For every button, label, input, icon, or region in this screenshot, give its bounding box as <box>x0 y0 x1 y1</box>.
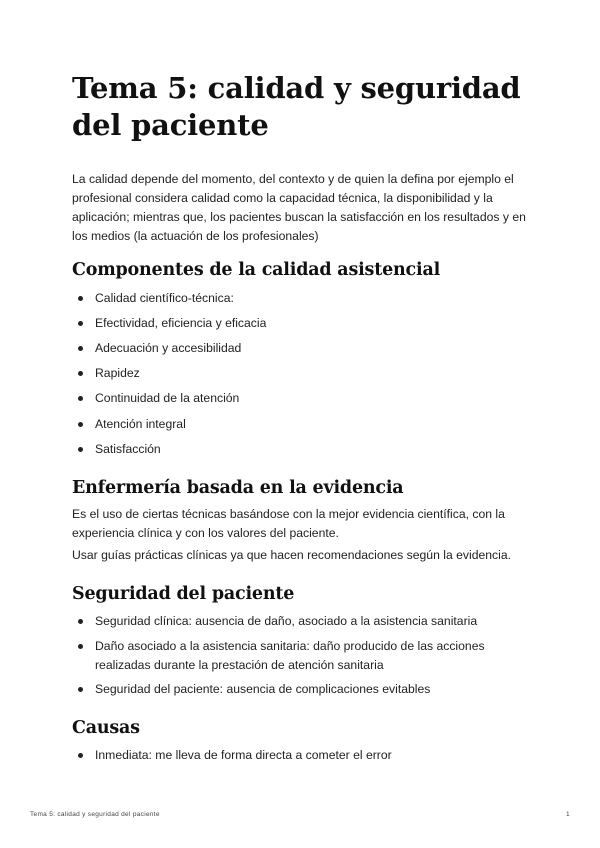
list-item <box>95 637 515 675</box>
list-item <box>95 746 515 765</box>
list-item <box>95 364 515 383</box>
section-heading-causas: Causas <box>72 718 140 738</box>
bullet-icon <box>78 644 83 649</box>
list-item-text: Seguridad del paciente: ausencia de complicaciones evitables <box>95 682 431 696</box>
page-title: Tema 5: calidad y seguridad del paciente <box>72 71 521 142</box>
section-heading-enfermeria: Enfermería basada en la evidencia <box>72 478 404 498</box>
list-item <box>95 339 515 358</box>
list-item <box>95 612 515 631</box>
intro-paragraph: La calidad depende del momento, del contexto y de quien la defina por ejemplo el profesional considera calidad como la capacidad técnica, la disponibilidad y la aplicación; mientras que, los pacientes buscan la satisfacción en los resultados y en los medios (la actuación de los profesionales) <box>72 172 526 243</box>
list-item-text: Seguridad clínica: ausencia de daño, asociado a la asistencia sanitaria <box>95 614 478 628</box>
bullet-icon <box>78 321 83 326</box>
list-item <box>95 415 515 434</box>
bullet-icon <box>78 346 83 351</box>
bullet-icon <box>78 296 83 301</box>
bullet-icon <box>78 753 83 758</box>
list-item <box>95 289 515 308</box>
enfermeria-paragraph: Es el uso de ciertas técnicas basándose con la mejor evidencia científica, con la experiencia clínica y con los valores del paciente. <box>72 507 505 540</box>
list-item <box>95 440 515 459</box>
bullet-icon <box>78 687 83 692</box>
list-item-text: Daño asociado a la asistencia sanitaria: daño producido de las acciones realizadas durante la prestación de atención sanitaria <box>95 639 485 672</box>
section-heading-seguridad: Seguridad del paciente <box>72 584 295 604</box>
enfermeria-paragraph: Usar guías prácticas clínicas ya que hacen recomendaciones según la evidencia. <box>72 548 511 562</box>
list-item-text: Calidad científico-técnica: <box>95 291 234 305</box>
footer-page-number: 1 <box>566 811 570 818</box>
list-item-text: Inmediata: me lleva de forma directa a cometer el error <box>95 748 392 762</box>
section-heading-componentes: Componentes de la calidad asistencial <box>72 260 441 280</box>
list-item-text: Efectividad, eficiencia y eficacia <box>95 316 267 330</box>
bullet-icon <box>78 396 83 401</box>
list-item-text: Adecuación y accesibilidad <box>95 341 242 355</box>
bullet-icon <box>78 619 83 624</box>
bullet-icon <box>78 447 83 452</box>
list-item-text: Continuidad de la atención <box>95 391 240 405</box>
bullet-icon <box>78 422 83 427</box>
list-item-text: Atención integral <box>95 417 186 431</box>
list-item <box>95 680 515 699</box>
bullet-icon <box>78 371 83 376</box>
footer-doc-title: Tema 5: calidad y seguridad del paciente <box>30 811 160 818</box>
list-item <box>95 314 515 333</box>
list-item <box>95 389 515 408</box>
list-item-text: Rapidez <box>95 366 140 380</box>
list-item-text: Satisfacción <box>95 442 161 456</box>
